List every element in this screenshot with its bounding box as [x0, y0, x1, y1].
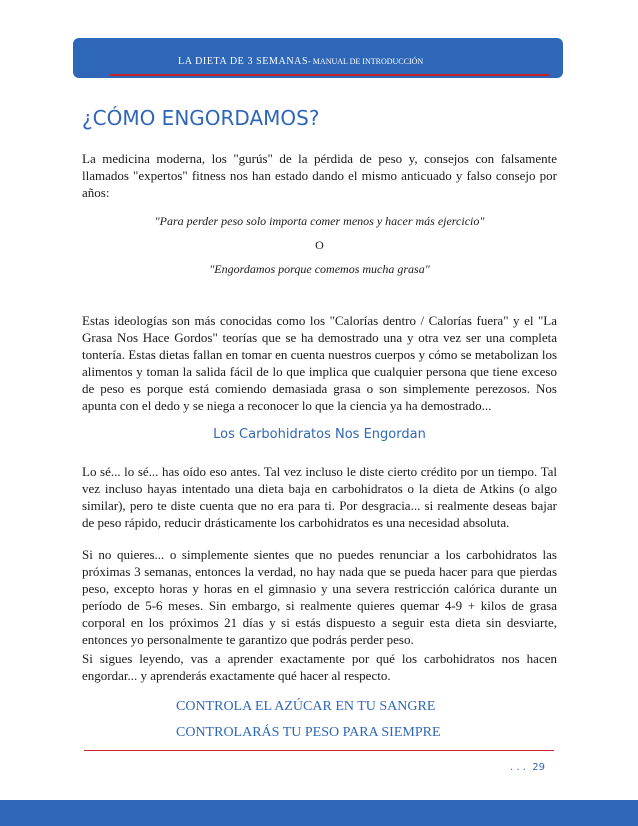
intro-paragraph: La medicina moderna, los "gurús" de la pérdida de peso y, consejos con falsamente llamados "expertos" fitness nos han estado dando el mismo anticuado y falso consejo por años: — [82, 151, 557, 200]
quote-two: "Engordamos porque comemos mucha grasa" — [209, 262, 430, 276]
paragraph-carbs: Lo sé... lo sé... has oído eso antes. Tal vez incluso le diste cierto crédito por un tiempo. Tal vez incluso hayas intentado una dieta baja en carbohidratos o la dieta de Atkins (o algo similar), pero te diste cuenta que no era para ti. Por desgracia... si realmente deseas bajar de peso rápido, reducir drásticamente los carbohidratos es una necesidad absoluta. — [82, 464, 557, 530]
page-heading: ¿CÓMO ENGORDAMOS? — [82, 106, 320, 130]
paragraph-commitment: Si no quieres... o simplemente sientes que no puedes renunciar a los carbohidratos las próximas 3 semanas, entonces la verdad, no hay nada que se pueda hacer para que pierdas peso, excepto horas y horas en el gimnasio y una severa restricción calórica durante un período de 5-6 meses. Sin embargo, si realmente quieres quemar 4-9 + kilos de grasa corporal en los próximos 21 días y si estás dispuesto a seguir esta dieta sin desviarte, entonces yo personalmente te garantizo que podrás perder peso. — [82, 547, 557, 647]
footer-rule — [84, 750, 554, 751]
or-separator: O — [315, 238, 324, 252]
section-subheading: Los Carbohidratos Nos Engordan — [213, 427, 426, 442]
paragraph-closing: Si sigues leyendo, vas a aprender exactamente por qué los carbohidratos nos hacen engordar... y aprenderás exactamente qué hacer al respecto. — [82, 651, 557, 683]
quote-one: "Para perder peso solo importa comer menos y hacer más ejercicio" — [154, 214, 485, 228]
paragraph-ideologies: Estas ideologías son más conocidas como los "Calorías dentro / Calorías fuera" y el "La Grasa Nos Hace Gordos" teorías que se ha demostrado una y otra vez ser una completa tontería. Estas dietas fallan en tomar en cuenta nuestros cuerpos y cómo se metabolizan los alimentos y toman la salida fácil de lo que implica que cualquier persona que tiene exceso de peso es porque está comiendo demasiada grasa o son simplemente perezosos. Nos apunta con el dedo y se niega a reconocer lo que la ciencia ya ha demostrado... — [82, 313, 557, 413]
header-subtitle: - MANUAL DE INTRODUCCIÓN — [308, 57, 424, 66]
page-number-value: 29 — [532, 762, 545, 773]
slogan-line-one: CONTROLA EL AZÚCAR EN TU SANGRE — [176, 699, 436, 714]
page-number — [510, 762, 545, 773]
slogan-line-two: CONTROLARÁS TU PESO PARA SIEMPRE — [176, 725, 441, 740]
running-header — [178, 56, 423, 67]
header-rule — [110, 74, 550, 76]
header-title: LA DIETA DE 3 SEMANAS — [178, 56, 309, 67]
bottom-band — [0, 800, 638, 826]
page-number-dots: . . . — [510, 762, 526, 773]
